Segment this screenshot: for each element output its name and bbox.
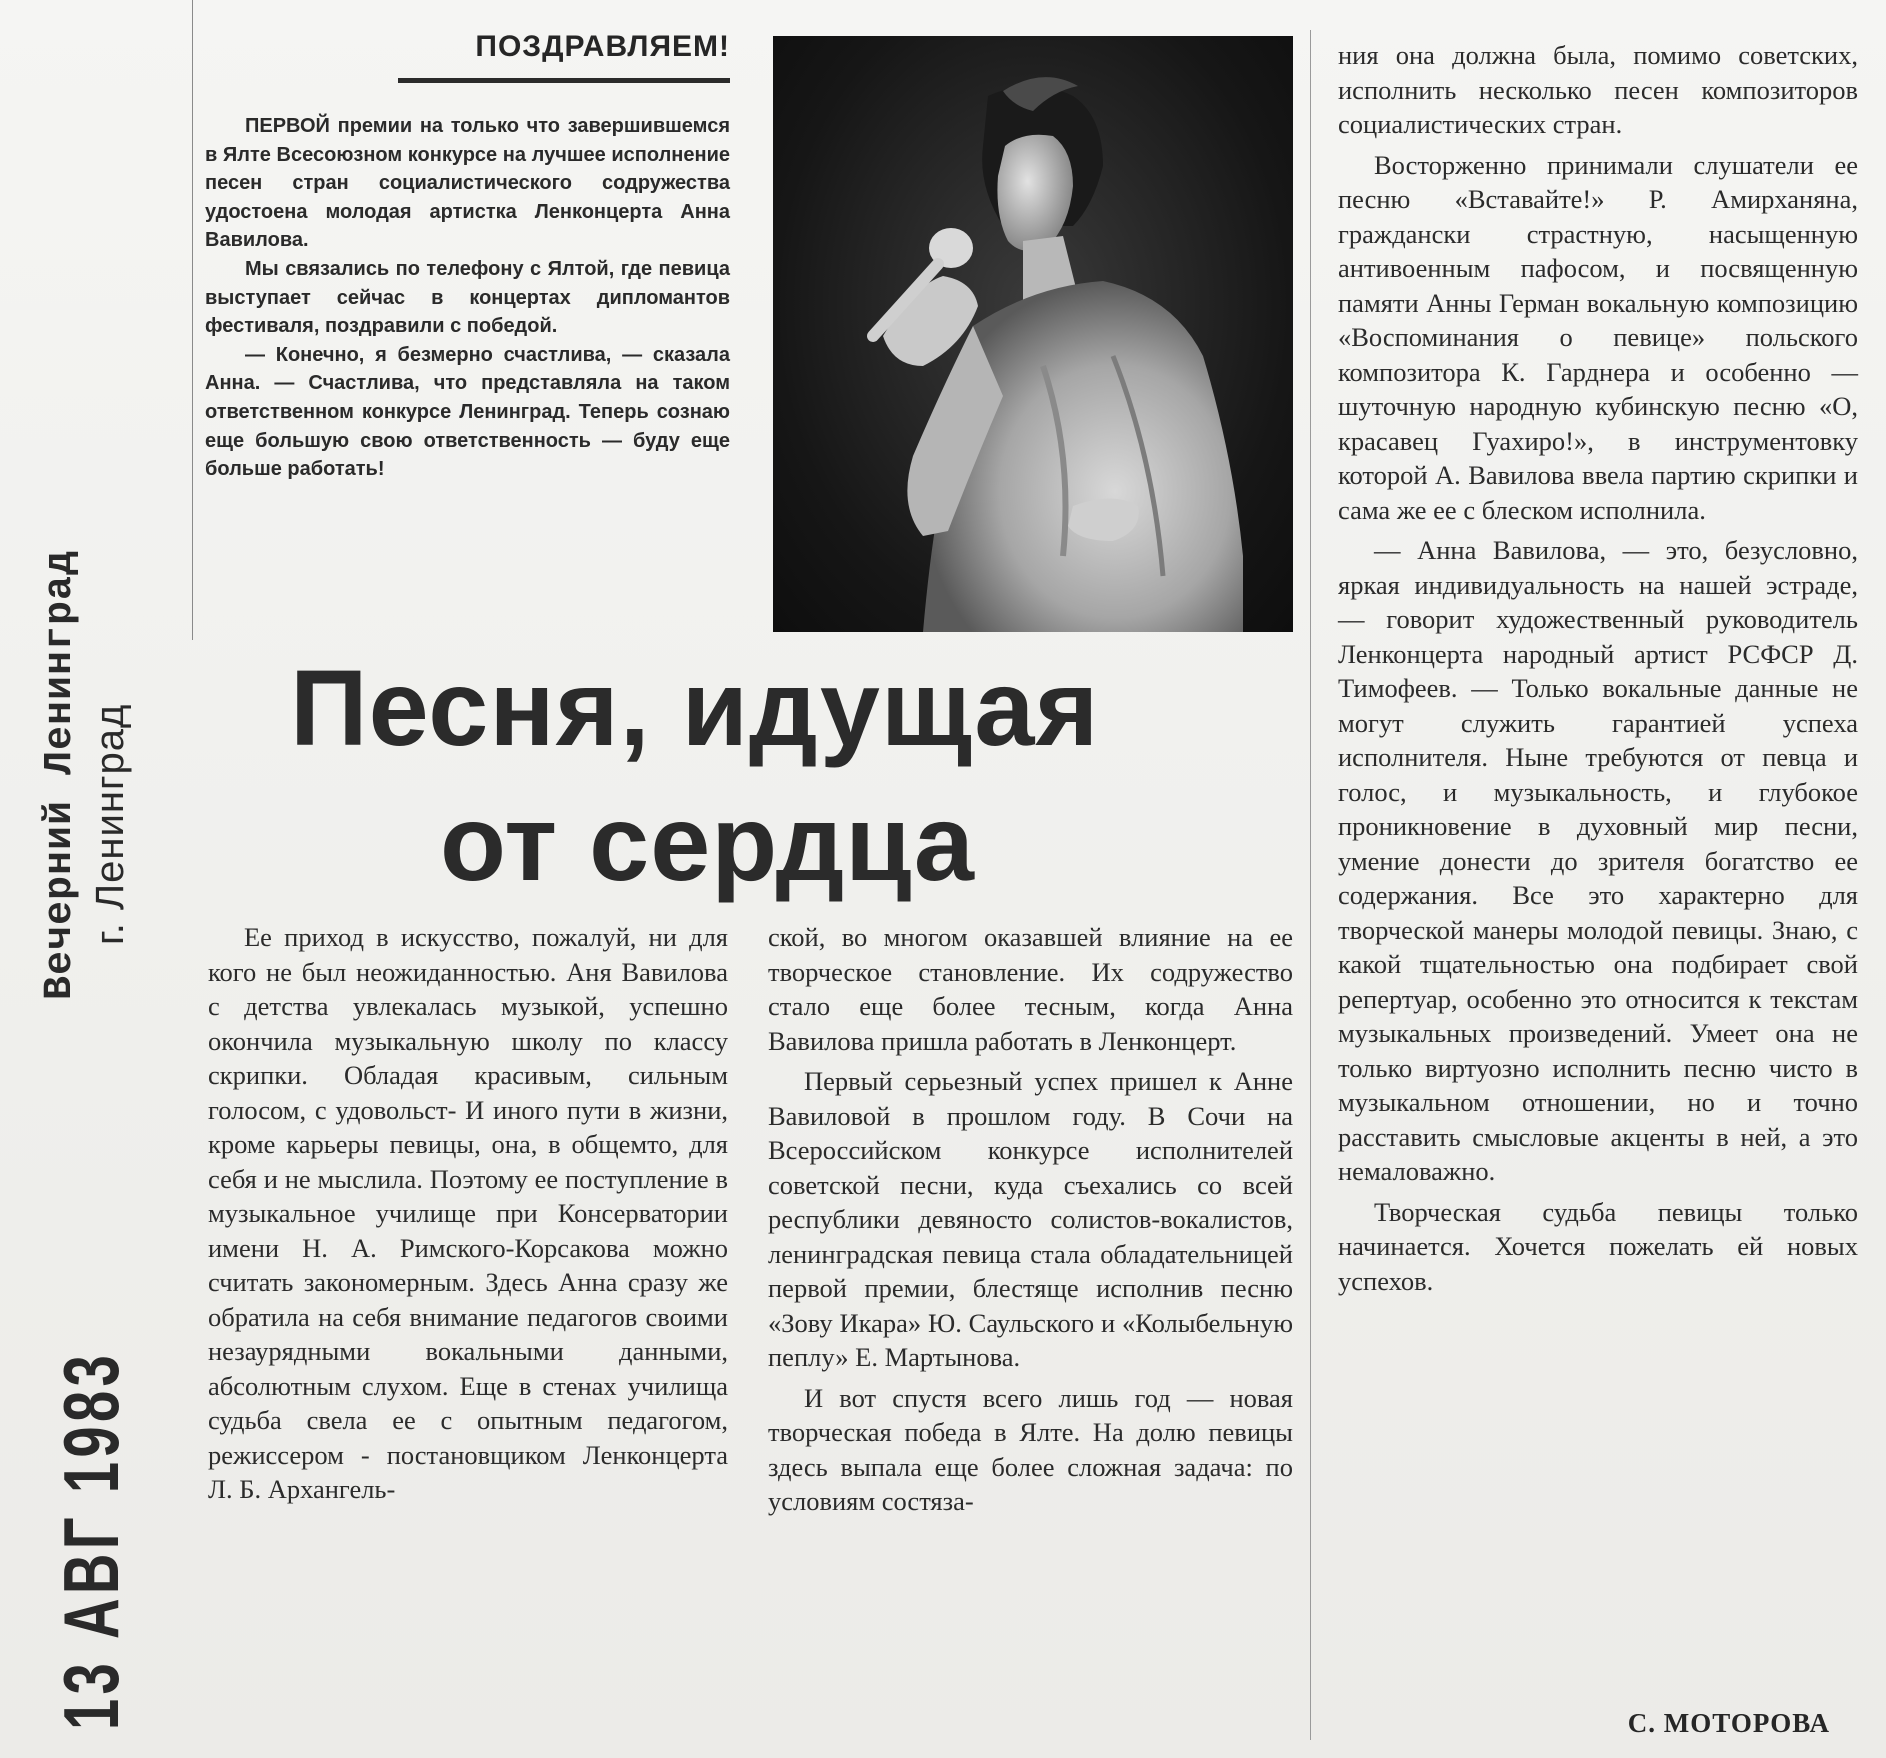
author-byline: С. МОТОРОВА	[1627, 1708, 1830, 1738]
article-column-1	[208, 920, 728, 1507]
article-column-3	[1338, 38, 1858, 1298]
article-column-2	[768, 920, 1293, 1519]
intro-paragraph: ПЕРВОЙ премии на только что завершившемся в Ялте Всесоюзном конкурсе на лучшее исполнение песен стран социалистического содружества удостоена молодая артистка Ленконцерта Анна Вавилова.	[205, 115, 730, 252]
headline-line-1: Песня, идущая	[290, 647, 1100, 768]
intro-paragraph: Мы связались по телефону с Ялтой, где певица выступает сейчас в концертах дипломантов фестиваля, поздравили с победой.	[205, 257, 730, 338]
article-paragraph: — Анна Вавилова, — это, безусловно, яркая индивидуальность на нашей эстраде, — говорит художественный руководитель Ленконцерта народный артист РСФСР Д. Тимофеев. — Только вокальные данные не могут служить гарантией успеха исполнителя. Ныне требуются от певца и голос, и музыкальность, и глубокое проникновение в духовный мир песни, умение донести до зрителя богатство ее содержания. Все это характерно для творческой манеры молодой певицы. Знаю, с какой тщательностью она подбирает свой репертуар, особенно это относится к текстам музыкальных произведений. Умеет она не только виртуозно исполнить песню чисто в музыкальном отношении, но и точно расставить смысловые акценты в ней, а это немаловажно.	[1338, 535, 1858, 1186]
article-paragraph: Творческая судьба певицы только начинается. Хочется пожелать ей новых успехов.	[1338, 1196, 1858, 1296]
date-stamp: 13 АВГ 1983	[47, 1350, 135, 1730]
column-divider	[1310, 30, 1311, 1740]
clipping-edge-line	[192, 0, 193, 640]
intro-block	[205, 112, 730, 484]
article-paragraph: Ее приход в искусство, пожалуй, ни для кого не был неожиданностью. Аня Вавилова с детства увлекалась музыкой, успешно окончила музыкальную школу по классу скрипки. Обладая красивым, сильным голосом, с удовольст- И иного пути в жизни, кроме карьеры певицы, она, в общемто, для себя и не мыслила. Поэтому ее поступление в музыкальное училище при Консерватории имени Н. А. Римского-Корсакова можно считать закономерным. Здесь Анна сразу же обратила на себя внимание педагогов своими незаурядными вокальными данными, абсолютным слухом. Еще в стенах училища судьба свела ее с опытным педагогом, режиссером - постановщиком Ленконцерта Л. Б. Архангель-	[208, 922, 728, 1504]
newspaper-name-stamp: Вечерний Ленинград	[38, 549, 83, 1000]
headline-line-2: от сердца	[440, 782, 975, 903]
city-stamp: г. Ленинград	[88, 703, 132, 945]
singer-photo	[773, 36, 1293, 632]
rubric-heading: ПОЗДРАВЛЯЕМ!	[475, 30, 730, 63]
rubric-underline	[398, 78, 730, 83]
article-paragraph: ской, во многом оказавшей влияние на ее творческое становление. Их содружество стало еще более тесным, когда Анна Вавилова пришла работать в Ленконцерт.	[768, 922, 1293, 1056]
singer-with-microphone-icon	[773, 36, 1293, 632]
article-paragraph: ния она должна была, помимо советских, исполнить несколько песен композиторов социалистических стран.	[1338, 40, 1858, 139]
article-paragraph: И вот спустя всего лишь год — новая творческая победа в Ялте. На долю певицы здесь выпала еще более сложная задача: по условиям состяза-	[768, 1382, 1293, 1516]
article-paragraph: Восторженно принимали слушатели ее песню «Вставайте!» Р. Амирханяна, граждански страстную, насыщенную антивоенным пафосом, и посвященную памяти Анны Герман вокальную композицию «Воспоминания о певице» польского композитора К. Гарднера и особенно — шуточную народную кубинскую песню «О, красавец Гуахиро!», в инструментовку которой А. Вавилова ввела партию скрипки и сама же ее с блеском исполнила.	[1338, 149, 1858, 525]
article-paragraph: Первый серьезный успех пришел к Анне Вавиловой в прошлом году. В Сочи на Всероссийском конкурсе исполнителей советской песни, куда съехались со всей республики девяносто солистов-вокалистов, ленинградская певица стала обладательницей первой премии, блестяще исполнив песню «Зову Икара» Ю. Саульского и «Колыбельную пеплу» Е. Мартынова.	[768, 1066, 1293, 1372]
intro-paragraph: — Конечно, я безмерно счастлива, — сказала Анна. — Счастлива, что представляла на таком ответственном конкурсе Ленинград. Теперь сознаю еще большую свою ответственность — буду еще больше работать!	[205, 343, 730, 481]
